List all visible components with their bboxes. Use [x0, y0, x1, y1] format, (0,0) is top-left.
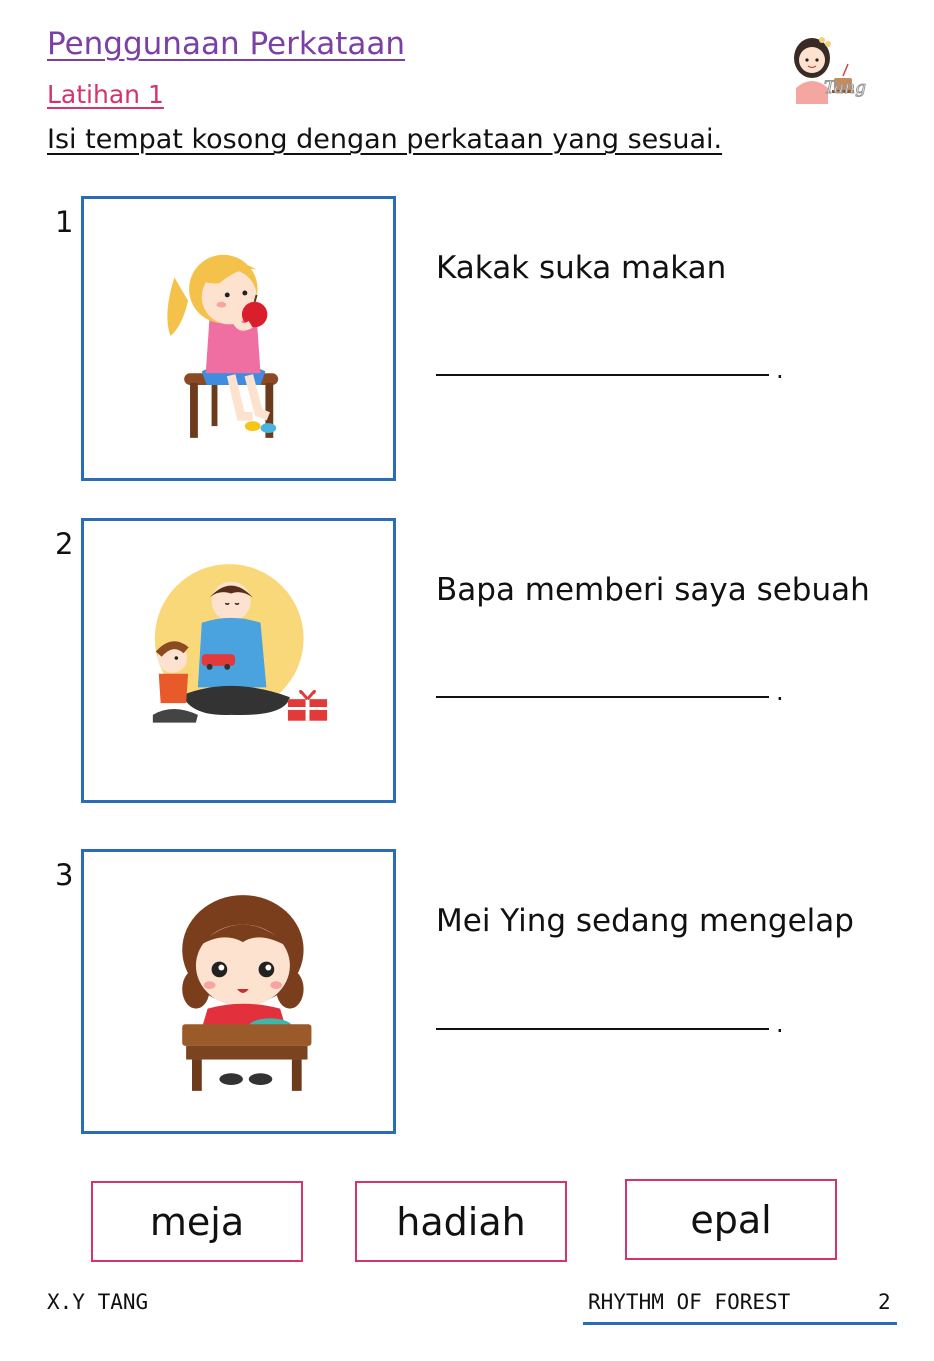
page-title: Penggunaan Perkataan [47, 26, 406, 62]
word-card-hadiah[interactable]: hadiah [355, 1181, 567, 1262]
logo [782, 28, 874, 112]
question-number: 3 [55, 858, 74, 892]
exercise-label: Latihan 1 [47, 80, 164, 109]
instruction-text: Isi tempat kosong dengan perkataan yang sesuai. [47, 124, 723, 155]
sentence-period: . [776, 678, 784, 706]
picture-box-father-giving-gift [81, 518, 396, 803]
question-sentence: Bapa memberi saya sebuah [436, 572, 870, 608]
question-sentence: Mei Ying sedang mengelap [436, 903, 854, 939]
word-card-epal[interactable]: epal [625, 1179, 837, 1260]
answer-blank[interactable] [436, 1028, 769, 1030]
footer-series: RHYTHM OF FOREST [588, 1290, 791, 1314]
page-number: 2 [878, 1290, 891, 1314]
father-giving-gift-illustration [84, 521, 393, 800]
answer-blank[interactable] [436, 374, 769, 376]
picture-box-girl-eating-apple [81, 196, 396, 481]
logo-text: Tang [824, 78, 866, 98]
question-number: 2 [55, 527, 74, 561]
girl-wiping-table-illustration [84, 852, 393, 1131]
girl-eating-apple-illustration [84, 199, 393, 478]
picture-box-girl-wiping-table [81, 849, 396, 1134]
word-card-meja[interactable]: meja [91, 1181, 303, 1262]
answer-blank[interactable] [436, 696, 769, 698]
sentence-period: . [776, 356, 784, 384]
question-number: 1 [55, 205, 74, 239]
sentence-period: . [776, 1010, 784, 1038]
footer-divider [583, 1322, 897, 1325]
girl-avatar-icon [782, 28, 874, 112]
question-sentence: Kakak suka makan [436, 250, 727, 286]
footer-author: X.Y TANG [47, 1290, 149, 1314]
